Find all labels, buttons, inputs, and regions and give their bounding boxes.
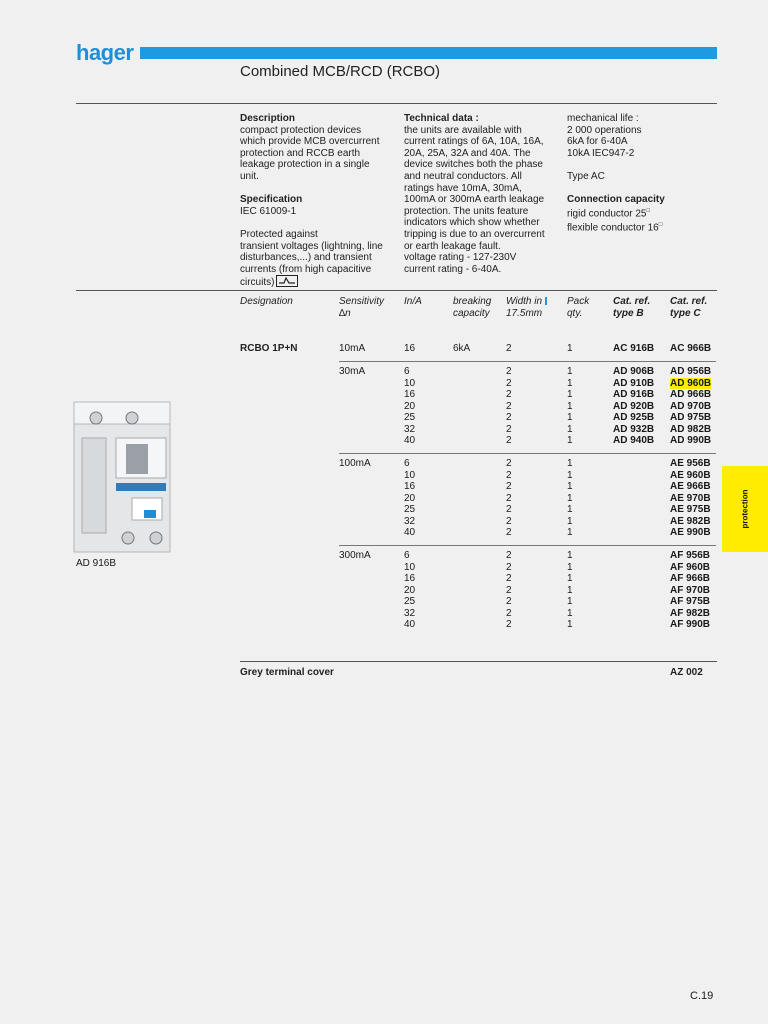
cat-ref-c-cell: AF 960B bbox=[670, 561, 711, 573]
width-cell: 2 bbox=[506, 492, 512, 504]
pack-qty-cell: 1 bbox=[567, 377, 573, 389]
pack-qty-cell: 1 bbox=[567, 481, 573, 492]
specification-heading: Specification bbox=[240, 194, 303, 206]
cat-ref-c-cell: AE 975B bbox=[670, 504, 711, 515]
mech-line: 10kA IEC947-2 bbox=[567, 147, 635, 159]
cat-ref-c-cell: AD 960B bbox=[670, 377, 712, 389]
breaking-value: 6kA bbox=[453, 343, 471, 354]
sensitivity-cell: 10mA bbox=[339, 343, 366, 354]
cat-ref-b-cell: AD 906B bbox=[613, 366, 655, 377]
protected-line: circuits) bbox=[240, 277, 275, 289]
width-cell: 2 bbox=[506, 435, 512, 446]
group-divider bbox=[339, 361, 716, 362]
cat-ref-c-cell: AF 956B bbox=[670, 550, 711, 561]
sensitivity-cell: 300mA bbox=[339, 550, 371, 561]
mech-line: mechanical life : bbox=[567, 113, 639, 124]
width-cell: 2 bbox=[506, 481, 512, 492]
protected-line: currents (from high capacitive bbox=[240, 263, 372, 275]
delta-icon: ∆ bbox=[339, 307, 346, 319]
cat-ref-c-cell: AE 956B bbox=[670, 458, 711, 469]
current-rating-cell: 32 bbox=[404, 515, 416, 527]
current-rating-cell: 40 bbox=[404, 435, 416, 446]
cat-ref-c-cell: AF 990B bbox=[670, 619, 711, 630]
cat-ref-b-cell: AD 932B bbox=[613, 423, 655, 435]
width-cell: 2 bbox=[506, 607, 512, 619]
width-cell: 2 bbox=[506, 619, 512, 630]
connection-line-rigid: rigid conductor 25□ bbox=[567, 207, 651, 220]
side-tab-protection[interactable]: protection bbox=[722, 466, 768, 552]
width-cell: 2 bbox=[506, 469, 512, 481]
pack-qty-cell: 1 bbox=[567, 550, 573, 561]
pack-qty-cell: 1 bbox=[567, 527, 573, 538]
current-rating-cell: 6 bbox=[404, 366, 410, 377]
current-rating-cell: 32 bbox=[404, 607, 416, 619]
technical-block bbox=[404, 113, 562, 275]
sensitivity-cell: 100mA bbox=[339, 458, 371, 469]
width-cell: 2 bbox=[506, 343, 512, 354]
width-cell: 2 bbox=[506, 423, 512, 435]
protected-line: disturbances,...) and transient bbox=[240, 252, 372, 264]
current-rating-cell: 10 bbox=[404, 377, 416, 389]
specification-text: IEC 61009-1 bbox=[240, 205, 297, 217]
width-cell: 2 bbox=[506, 377, 512, 389]
current-rating-cell: 16 bbox=[404, 389, 416, 400]
header-cat-b: Cat. ref. type B bbox=[613, 296, 651, 319]
group-divider bbox=[339, 545, 716, 546]
current-rating-cell: 20 bbox=[404, 400, 416, 412]
accessory-label: Grey terminal cover bbox=[240, 667, 334, 678]
width-cell: 2 bbox=[506, 400, 512, 412]
technical-line: device switches both the phase bbox=[404, 159, 543, 171]
header-sensitivity: Sensitivity ∆n bbox=[339, 296, 385, 319]
pack-qty-cell: 1 bbox=[567, 561, 573, 573]
cat-ref-b-cell: AD 910B bbox=[613, 377, 655, 389]
module-width-icon bbox=[545, 297, 547, 305]
current-rating-cell: 40 bbox=[404, 527, 416, 538]
cat-ref-c-cell: AE 960B bbox=[670, 469, 711, 481]
technical-line: tripping is due to an overcurrent bbox=[404, 228, 545, 240]
cat-ref-c-cell: AE 966B bbox=[670, 481, 711, 492]
technical-line: voltage rating - 127-230V bbox=[404, 252, 517, 264]
current-rating-cell: 25 bbox=[404, 504, 416, 515]
hager-logo: hager bbox=[76, 40, 134, 65]
cat-ref-b-cell: AD 925B bbox=[613, 412, 655, 423]
width-cell: 2 bbox=[506, 389, 512, 400]
pack-qty-cell: 1 bbox=[567, 400, 573, 412]
accessory-ref: AZ 002 bbox=[670, 667, 703, 678]
cat-ref-c-cell: AD 956B bbox=[670, 366, 712, 377]
description-line: compact protection devices bbox=[240, 124, 362, 136]
header-cat-c: Cat. ref. type C bbox=[670, 296, 708, 319]
cat-ref-c-cell: AD 975B bbox=[670, 412, 712, 423]
cat-ref-c-cell: AC 966B bbox=[670, 343, 712, 354]
cat-ref-c-cell: AD 966B bbox=[670, 389, 712, 400]
cat-ref-c-cell: AF 982B bbox=[670, 607, 711, 619]
technical-line: current rating - 6-40A. bbox=[404, 263, 502, 275]
technical-line: and neutral conductors. All bbox=[404, 170, 522, 182]
pack-qty-cell: 1 bbox=[567, 412, 573, 423]
cat-ref-b-cell: AD 916B bbox=[613, 389, 655, 400]
description-heading: Description bbox=[240, 113, 296, 124]
technical-line: indicators which show whether bbox=[404, 217, 540, 229]
current-rating-cell: 16 bbox=[404, 573, 416, 584]
technical-line: 100mA or 300mA earth leakage bbox=[404, 194, 545, 206]
width-cell: 2 bbox=[506, 515, 512, 527]
width-cell: 2 bbox=[506, 584, 512, 596]
rcbo-product-image bbox=[72, 398, 172, 556]
description-line: which provide MCB overcurrent bbox=[240, 136, 380, 148]
current-rating-cell: 6 bbox=[404, 458, 410, 469]
protected-line: Protected against bbox=[240, 228, 318, 240]
pack-qty-cell: 1 bbox=[567, 458, 573, 469]
current-rating-cell: 32 bbox=[404, 423, 416, 435]
width-cell: 2 bbox=[506, 596, 512, 607]
width-cell: 2 bbox=[506, 573, 512, 584]
page-title: Combined MCB/RCD (RCBO) bbox=[240, 63, 441, 80]
technical-line: current ratings of 6A, 10A, 16A, bbox=[404, 136, 544, 148]
transient-wave-icon bbox=[276, 275, 298, 287]
cat-ref-c-cell: AF 975B bbox=[670, 596, 711, 607]
product-caption: AD 916B bbox=[76, 558, 117, 569]
header-designation: Designation bbox=[240, 296, 293, 307]
current-rating-cell: 20 bbox=[404, 492, 416, 504]
header-divider bbox=[76, 103, 717, 104]
square-icon: □ bbox=[658, 221, 663, 228]
current-rating-cell: 25 bbox=[404, 596, 416, 607]
current-rating-cell: 10 bbox=[404, 561, 416, 573]
pack-qty-cell: 1 bbox=[567, 515, 573, 527]
technical-line: protection. The units feature bbox=[404, 205, 529, 217]
technical-line: ratings have 10mA, 30mA, bbox=[404, 182, 522, 194]
connection-heading: Connection capacity bbox=[567, 194, 665, 206]
description-line: leakage protection in a single bbox=[240, 159, 370, 171]
width-cell: 2 bbox=[506, 458, 512, 469]
accessory-divider bbox=[240, 661, 717, 662]
cat-ref-c-cell: AD 982B bbox=[670, 423, 712, 435]
pack-qty-cell: 1 bbox=[567, 596, 573, 607]
table-top-divider bbox=[76, 290, 717, 291]
mech-line: 2 000 operations bbox=[567, 124, 642, 136]
technical-line: the units are available with bbox=[404, 124, 522, 136]
square-icon: □ bbox=[646, 207, 651, 214]
technical-line: or earth leakage fault. bbox=[404, 240, 501, 252]
header-breaking: breaking capacity bbox=[453, 296, 492, 319]
header-in-a: In/A bbox=[404, 296, 422, 307]
technical-line: 20A, 25A, 32A and 40A. The bbox=[404, 147, 531, 159]
cat-ref-c-cell: AF 970B bbox=[670, 584, 711, 596]
sensitivity-cell: 30mA bbox=[339, 366, 366, 377]
cat-ref-c-cell: AD 970B bbox=[670, 400, 712, 412]
cat-ref-b-cell: AD 940B bbox=[613, 435, 655, 446]
current-rating-cell: 40 bbox=[404, 619, 416, 630]
protected-line: transient voltages (lightning, line bbox=[240, 240, 383, 252]
type-text: Type AC bbox=[567, 170, 605, 182]
width-cell: 2 bbox=[506, 366, 512, 377]
width-cell: 2 bbox=[506, 504, 512, 515]
cat-ref-c-cell: AE 990B bbox=[670, 527, 711, 538]
description-block bbox=[240, 113, 400, 289]
width-cell: 2 bbox=[506, 527, 512, 538]
mechanical-block bbox=[567, 113, 717, 234]
header-width: Width in 17.5mm bbox=[506, 296, 547, 319]
connection-line-flexible: flexible conductor 16□ bbox=[567, 221, 663, 233]
page-number: C.19 bbox=[690, 990, 714, 1002]
pack-qty-cell: 1 bbox=[567, 619, 573, 630]
pack-qty-cell: 1 bbox=[567, 435, 573, 446]
current-rating-cell: 20 bbox=[404, 584, 416, 596]
pack-qty-cell: 1 bbox=[567, 584, 573, 596]
width-cell: 2 bbox=[506, 550, 512, 561]
cat-ref-c-cell: AD 990B bbox=[670, 435, 712, 446]
pack-qty-cell: 1 bbox=[567, 389, 573, 400]
pack-qty-cell: 1 bbox=[567, 343, 573, 354]
cat-ref-c-cell: AF 966B bbox=[670, 573, 711, 584]
technical-heading: Technical data : bbox=[404, 113, 479, 124]
current-rating-cell: 16 bbox=[404, 481, 416, 492]
pack-qty-cell: 1 bbox=[567, 492, 573, 504]
designation-value: RCBO 1P+N bbox=[240, 343, 298, 354]
current-rating-cell: 16 bbox=[404, 343, 416, 354]
header-blue-bar bbox=[140, 47, 717, 59]
mech-line: 6kA for 6-40A bbox=[567, 136, 628, 148]
cat-ref-b-cell: AD 920B bbox=[613, 400, 655, 412]
current-rating-cell: 10 bbox=[404, 469, 416, 481]
current-rating-cell: 25 bbox=[404, 412, 416, 423]
width-cell: 2 bbox=[506, 412, 512, 423]
cat-ref-b-cell: AC 916B bbox=[613, 343, 655, 354]
pack-qty-cell: 1 bbox=[567, 469, 573, 481]
pack-qty-cell: 1 bbox=[567, 573, 573, 584]
group-divider bbox=[339, 453, 716, 454]
description-line: unit. bbox=[240, 170, 259, 182]
pack-qty-cell: 1 bbox=[567, 366, 573, 377]
width-cell: 2 bbox=[506, 561, 512, 573]
cat-ref-c-cell: AE 982B bbox=[670, 515, 711, 527]
protected-line-last bbox=[240, 275, 400, 289]
pack-qty-cell: 1 bbox=[567, 504, 573, 515]
current-rating-cell: 6 bbox=[404, 550, 410, 561]
header-pack: Pack qty. bbox=[567, 296, 590, 319]
pack-qty-cell: 1 bbox=[567, 423, 573, 435]
cat-ref-c-cell: AE 970B bbox=[670, 492, 711, 504]
description-line: protection and RCCB earth bbox=[240, 147, 361, 159]
pack-qty-cell: 1 bbox=[567, 607, 573, 619]
